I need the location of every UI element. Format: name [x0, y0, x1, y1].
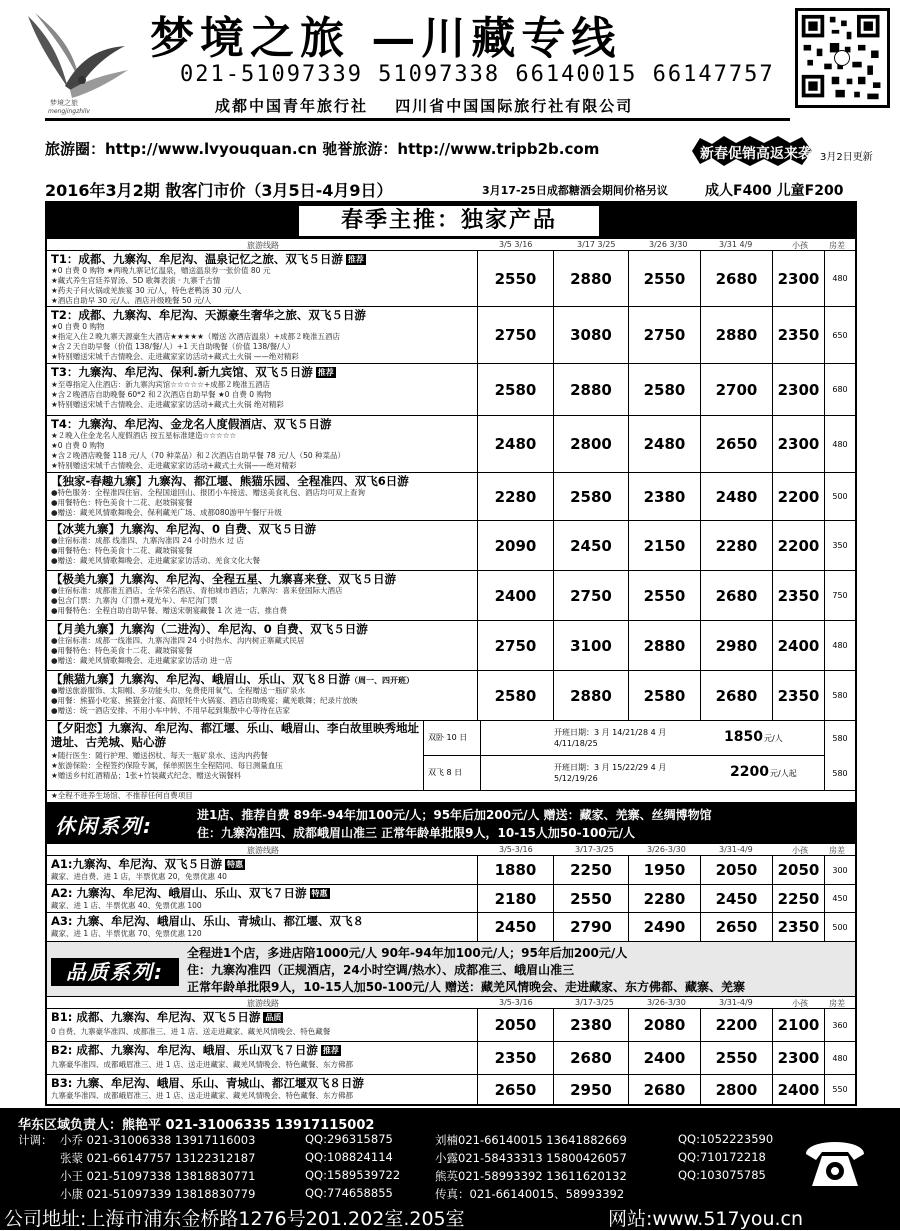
child-price-cell: 2250	[772, 885, 824, 912]
departure-option: 双飞 8 日 开班日期：3 月 15/22/29 4 月 5/12/19/26 2200 元/人起	[423, 756, 824, 791]
col-date-3: 3/26 3/30	[649, 240, 688, 249]
spring-note: ★全程不进养生场馆、不推荐任何自费项目	[51, 791, 193, 800]
quality-banner-title: 品质系列:	[51, 958, 179, 986]
price-cell: 2650	[477, 1075, 553, 1104]
price-cell: 2790	[553, 913, 628, 941]
child-price-cell: 2050	[772, 856, 824, 884]
promo-badge	[690, 134, 814, 168]
route-title: 【冰荚九寨】九寨沟、牟尼沟、0 自费、双飞５日游	[51, 522, 317, 536]
route-desc: ★２晚入住金龙名人度假酒店 按五星标准建造☆☆☆☆☆ ★0 自费 0 购物 ★含２晚酒店晚餐 118 元/人（70 种菜品）和２次酒店自助早餐 78 元/人（50 种菜品） ★特别赠送宋城千古情晚会、走进藏家家访活动+藏式土火锅——绝对精彩	[51, 431, 346, 470]
price-cell: 2580	[553, 473, 628, 520]
single-supp-cell: 480	[824, 416, 855, 472]
quality-banner	[47, 942, 855, 997]
col-single-supp: 房差	[829, 241, 845, 250]
price-cell: 2180	[477, 885, 553, 912]
agency-names: 成都中国青年旅行社 四川省中国国际旅行社有限公司	[215, 97, 634, 115]
price-cell: 2450	[477, 913, 553, 941]
child-price-cell: 2300	[772, 416, 824, 472]
issue-extra-fee: 成人F400 儿童F200	[705, 183, 844, 199]
child-price-cell: 2350	[772, 913, 824, 941]
price-cell: 2550	[553, 885, 628, 912]
route-title: 【月美九寨】九寨沟（二进沟）、牟尼沟、0 自费、双飞５日游	[51, 622, 368, 636]
single-supp-cell: 580	[824, 756, 855, 791]
route-title: 【熊猫九寨】九寨沟、牟尼沟、峨眉山、乐山、双飞８日游（周一、四开班）	[51, 672, 414, 686]
price-cell: 2400	[477, 571, 553, 620]
price-cell: 2750	[477, 307, 553, 363]
price-cell: 2800	[553, 416, 628, 472]
child-price-cell: 2350	[772, 307, 824, 363]
logo-text: 梦境之旅	[50, 99, 78, 107]
single-supp-cell: 500	[824, 473, 855, 520]
price-cell: 2280	[477, 473, 553, 520]
fax-number: 传真：021-66140015、58993392	[435, 1187, 625, 1201]
route-row[interactable]: B1: 成都、九寨沟、牟尼沟、双飞５日游 品质 0 自费、九寨豪华准四、成都准三、进 1 店、送走进藏家、藏羌风情晚会、特色藏餐 2050 2380 2080 2200 2100 360	[47, 1009, 855, 1042]
price-cell: 3080	[553, 307, 628, 363]
update-date: 3月2日更新	[820, 152, 873, 163]
route-row[interactable]	[47, 307, 855, 364]
child-price-cell: 2400	[772, 621, 824, 670]
price-cell: 2580	[628, 671, 700, 720]
price-cell: 2700	[700, 364, 772, 415]
price-cell: 2550	[700, 1042, 772, 1074]
col-route: 旅游线路	[247, 241, 279, 250]
route-title: B1: 成都、九寨沟、牟尼沟、双飞５日游 品质	[51, 1010, 282, 1024]
price-cell: 2050	[700, 856, 772, 884]
route-desc: ●住宿标准：成都 线准四、九寨沟准四 24 小时热水 过 店 ●用餐特色：特色美食十二花、藏坡锅宴餐 ●赠送：藏羌风情歌舞晚会、走进藏家家访活动、羌食文化大餐	[51, 536, 261, 565]
price-cell: 2800	[700, 1075, 772, 1104]
contact-label: 计调：	[18, 1133, 53, 1147]
promo-badge-text: 新春促销高返来袭	[700, 146, 812, 162]
leisure-banner-title: 休闲系列:	[55, 814, 153, 838]
route-title: T4：九寨沟、牟尼沟、金龙名人度假酒店、双飞５日游	[51, 417, 332, 431]
price-cell: 2580	[477, 671, 553, 720]
price-cell: 2380	[553, 1009, 628, 1041]
col-date-4: 3/31 4/9	[719, 240, 753, 249]
price-cell: 2490	[628, 913, 700, 941]
logo-subtext: mengjingzhilv	[48, 108, 90, 115]
child-price-cell: 2300	[772, 364, 824, 415]
price-cell: 2450	[553, 521, 628, 570]
leisure-info-2: 住：九寨沟准四、成都峨眉山准三 正常年龄单批限9人，10-15人加50-100元/人	[197, 826, 636, 840]
price-cell: 2880	[553, 671, 628, 720]
price-cell: 2090	[477, 521, 553, 570]
contact-qq[interactable]: QQ:1589539722	[305, 1168, 401, 1182]
spring-banner-text: 春季主推：独家产品	[299, 206, 599, 236]
single-supp-cell: 450	[824, 885, 855, 912]
single-supp-cell: 350	[824, 521, 855, 570]
route-row[interactable]	[47, 521, 855, 571]
header-divider	[45, 118, 790, 121]
route-title: 【夕阳恋】九寨沟、牟尼沟、都江堰、乐山、峨眉山、李白故里映秀地址遗址、古羌城、贴心游	[51, 721, 419, 749]
price-cell: 2200	[700, 1009, 772, 1041]
price-cell: 2480	[628, 416, 700, 472]
price-cell: 1950	[628, 856, 700, 884]
route-tag: 推荐	[347, 255, 364, 264]
child-price-cell: 2200	[772, 473, 824, 520]
issue-title: 2016年3月2期 散客门市价（3月5日-4月9日）	[45, 181, 393, 200]
page-title: 梦境之旅 —川藏专线	[150, 13, 622, 64]
single-supp-cell: 650	[824, 307, 855, 363]
price-cell: 2150	[628, 521, 700, 570]
price-cell: 2080	[628, 1009, 700, 1041]
route-title: A2: 九寨沟、牟尼沟、峨眉山、乐山、双飞７日游 特惠	[51, 886, 328, 900]
company-address: 公司地址:上海市浦东金桥路1276号201.202室.205室	[4, 1208, 465, 1230]
route-tag: 推荐	[317, 368, 334, 377]
col-date-2: 3/17 3/25	[577, 240, 616, 249]
single-supp-cell: 480	[824, 1042, 855, 1074]
price-cell: 2280	[628, 885, 700, 912]
contact-qq[interactable]: QQ:296315875	[305, 1132, 393, 1146]
quality-info-1: 全程进1个店，多进店陪1000元/人 90年-94年加100元/人；95年后加200元/人	[187, 946, 628, 960]
price-cell: 2980	[700, 621, 772, 670]
price-cell: 2400	[628, 1042, 700, 1074]
price-cell: 2680	[628, 1075, 700, 1104]
price-cell: 2680	[700, 571, 772, 620]
route-row[interactable]: A1:九寨沟、牟尼沟、双飞５日游 特惠 藏家、进自费、进 1 店，半票优惠 20，免票优惠 40 1880 2250 1950 2050 2050 300	[47, 856, 855, 885]
price-cell: 1880	[477, 856, 553, 884]
single-supp-cell: 550	[824, 1075, 855, 1104]
route-desc: ★0 自费 0 购物 ★两晚九寨记忆温泉，赠送温泉券一张价值 80 元 ★藏式养生宫廷养胃汤、5D 歌舞表演 · 九寨千古情 ★药夫子问火锅或羌族宴 30 元/人，特色老鸭汤 30 元/人 ★酒店自助早 30 元/人、酒店升级晚餐 50 元/人	[51, 266, 271, 305]
price-table	[45, 201, 857, 1106]
route-row[interactable]	[47, 621, 855, 671]
price-cell: 2250	[553, 856, 628, 884]
child-price-cell: 2100	[772, 1009, 824, 1041]
col-date-1: 3/5 3/16	[499, 240, 533, 249]
route-row[interactable]: A2: 九寨沟、牟尼沟、峨眉山、乐山、双飞７日游 特惠 藏家、进 1 店、半票优惠 40、免票优惠 100 2180 2550 2280 2450 2250 450	[47, 885, 855, 913]
price-cell: 2880	[553, 251, 628, 306]
qr-code-icon[interactable]	[795, 8, 890, 108]
child-price-cell: 2300	[772, 1042, 824, 1074]
route-row[interactable]	[47, 251, 855, 307]
price-cell: 2680	[700, 671, 772, 720]
price-cell: 2480	[477, 416, 553, 472]
contact-entry[interactable]: 张蒙 021-66147757 13122312187	[60, 1151, 256, 1165]
single-supp-cell: 680	[824, 364, 855, 415]
route-desc: ★至尊指定入住酒店：新九寨沟宾馆☆☆☆☆☆+成都２晚准五酒店 ★含２晚酒店自助晚餐 60*2 和２次酒店自助早餐 ★0 自费 0 购物 ★特别赠送宋城千古情晚会、走进藏家家访活动+藏式土火锅 绝对精彩	[51, 380, 284, 409]
price-cell: 2480	[700, 473, 772, 520]
price-cell: 2680	[553, 1042, 628, 1074]
child-price-cell: 2400	[772, 1075, 824, 1104]
price-cell: 2550	[628, 251, 700, 306]
price-cell: 2050	[477, 1009, 553, 1041]
single-supp-cell: 480	[824, 621, 855, 670]
price-cell: 2680	[700, 251, 772, 306]
single-supp-cell: 500	[824, 913, 855, 941]
price-cell: 2750	[553, 571, 628, 620]
route-desc: ●住宿标准：成都一线准四、九寨沟准四 24 小时热水、沟内树正寨藏式民居 ●用餐特色：特色美食十二花、藏坡锅宴餐 ●赠送：藏羌风情歌舞晚会、走进藏家家访活动 进一店	[51, 636, 305, 665]
quality-column-header: 旅游线路 3/5-3/16 3/17-3/25 3/26-3/30 3/31-4/9 小孩 房差	[47, 997, 855, 1009]
contact-footer	[0, 1108, 900, 1230]
route-title: B2: 成都、九寨沟、牟尼沟、峨眉、乐山双飞７日游 推荐	[51, 1043, 339, 1057]
single-supp-cell: 580	[824, 721, 855, 756]
spring-column-header	[47, 239, 855, 251]
price-cell: 2650	[700, 913, 772, 941]
route-desc: ●特色服务：全程准四住宿、全程国道回山、报团小车接送、赠送美食礼包、酒店均可双上查询 ●用餐特色：特色美食十二花、赵坡锅宴餐 ●赠送：藏羌风情歌舞晚会、保利藏羌广场、成都080游甲午餐厅升级	[51, 488, 366, 517]
route-title: T3：九寨沟、牟尼沟、保利.新九宾馆、双飞５日游 推荐	[51, 365, 334, 379]
departure-option: 双卧 10 日 开班日期：3 月 14/21/28 4 月 4/11/18/25 1850 元/人	[423, 721, 824, 756]
route-title: A3: 九寨、牟尼沟、峨眉山、乐山、青城山、都江堰、双飞８	[51, 914, 365, 928]
regional-manager: 华东区域负责人：熊艳平 021-31006335 13917115002	[18, 1118, 375, 1133]
leisure-info-1: 进1店、推荐自费 89年-94年加100元/人；95年后加200元/人 赠送：藏家、羌寨、丝绸博物馆	[197, 808, 712, 822]
route-row[interactable]	[47, 473, 855, 521]
route-title: A1:九寨沟、牟尼沟、双飞５日游 特惠	[51, 857, 243, 871]
price-cell: 2350	[477, 1042, 553, 1074]
route-desc: ●赠送旅游服饰、太阳帽、多功能头巾、免费使用氧气、全程赠送一瓶矿泉水 ●用餐：熊猫小吃宴、熊猫金汁宴、高原牦牛火锅宴、酒店自助晚宴；藏羌歌舞；纪录片放映 ●赠送：统一酒店安排、不用小车中转、不用早起到集散中心等待在店家	[51, 686, 358, 715]
route-row[interactable]: B3: 九寨、牟尼沟、峨眉、乐山、青城山、都江堰双飞８日游 九寨豪华准四、成都峨眉准三、进 1 店、送走进藏家、藏羌风情晚会、特色藏餐、东方佛都 2650 2950 2680 2800 2400 550	[47, 1075, 855, 1104]
route-title: T2：成都、九寨沟、牟尼沟、天源豪生奢华之旅、双飞５日游	[51, 308, 366, 322]
route-desc: ★随行医生：随行护理、赠送拐杖、每天一瓶矿泉水、送沟内药餐 ★旅游保险：全程签约保险专属，保单照医生全程陪同、每日测量血压 ★赠送乡村红酒精品；1张+竹装藏式纪念、赠送火锅餐料	[51, 751, 283, 780]
quality-info-2: 住：九寨沟准四（正规酒店，24小时空调/热水）、成都准三、峨眉山准三	[187, 963, 575, 977]
single-supp-cell: 580	[824, 671, 855, 720]
route-title: 【独家-春趣九寨】九寨沟、都江堰、熊猫乐园、全程准四、双飞6日游	[51, 474, 409, 488]
route-desc: ●住宿标准：成都准五酒店、全华荣名酒店、青柏城市酒店；九寨沟：喜来登国际大酒店 ●包含门票：九寨沟（门票+观光车）、牟尼沟门票 ●用餐特色：全程自助自助早餐、赠送宋朝宴藏餐 1 次 进一店、推自费	[51, 586, 343, 615]
contact-qq[interactable]: QQ:108824114	[305, 1150, 393, 1164]
price-cell: 3100	[553, 621, 628, 670]
leisure-banner	[47, 802, 855, 844]
single-supp-cell: 360	[824, 1009, 855, 1041]
route-tag: （周一、四开班）	[350, 676, 414, 685]
child-price-cell: 2300	[772, 251, 824, 306]
quality-info-3: 正常年龄单批限9人，10-15人加50-100元/人 赠送：藏羌风情晚会、走进藏家、东方佛都、藏寨、羌寨	[187, 980, 746, 994]
contact-entry[interactable]: 小康 021-51097339 13818830779	[60, 1187, 256, 1201]
price-cell: 2650	[700, 416, 772, 472]
price-cell: 2280	[700, 521, 772, 570]
price-cell: 2880	[700, 307, 772, 363]
contact-qq[interactable]: QQ:103075785	[678, 1168, 766, 1182]
route-title: B3: 九寨、牟尼沟、峨眉、乐山、青城山、都江堰双飞８日游	[51, 1076, 364, 1090]
route-title: T1：成都、九寨沟、牟尼沟、温泉记忆之旅、双飞５日游 推荐	[51, 252, 364, 266]
route-row[interactable]	[47, 364, 855, 416]
child-price-cell: 2350	[772, 571, 824, 620]
price-cell: 2750	[477, 621, 553, 670]
price-cell: 2880	[628, 621, 700, 670]
price-cell: 2380	[628, 473, 700, 520]
single-supp-cell: 750	[824, 571, 855, 620]
website-links[interactable]: 旅游圈：http://www.lvyouquan.cn 驰誉旅游：http://www.tripb2b.com	[45, 140, 600, 158]
phone-numbers: 021-51097339 51097338 66140015 66147757	[180, 62, 775, 87]
route-row[interactable]	[47, 416, 855, 473]
price-cell: 2880	[553, 364, 628, 415]
contact-entry[interactable]: 熊英021-58993392 13611620132	[435, 1169, 627, 1183]
contact-entry[interactable]: 小露021-58433313 15800426057	[435, 1151, 627, 1165]
route-row[interactable]	[47, 671, 855, 721]
leisure-column-header: 旅游线路 3/5-3/16 3/17-3/25 3/26-3/30 3/31-4/9 小孩 房差	[47, 844, 855, 856]
price-cell: 2580	[628, 364, 700, 415]
col-child: 小孩	[792, 241, 808, 250]
single-supp-cell: 300	[824, 856, 855, 884]
contact-qq[interactable]: QQ:774658855	[305, 1186, 393, 1200]
route-row[interactable]: B2: 成都、九寨沟、牟尼沟、峨眉、乐山双飞７日游 推荐 九寨豪华准四、成都峨眉准三、进 1 店、送走进藏家、藏羌风情晚会、特色藏餐、东方佛都 2350 2680 2400 2550 2300 480	[47, 1042, 855, 1075]
price-cell: 2580	[477, 364, 553, 415]
single-supp-cell: 480	[824, 251, 855, 306]
route-row[interactable]: A3: 九寨、牟尼沟、峨眉山、乐山、青城山、都江堰、双飞８ 藏家、进 1 店、半票优惠 70、免票优惠 120 2450 2790 2490 2650 2350 500	[47, 913, 855, 942]
contact-entry[interactable]: 小王 021-51097338 13818830771	[60, 1169, 256, 1183]
route-title: 【极美九寨】九寨沟、牟尼沟、全程五星、九寨喜来登、双飞５日游	[51, 572, 396, 586]
route-row[interactable]	[47, 571, 855, 621]
child-price-cell: 2200	[772, 521, 824, 570]
issue-note: 3月17-25日成都糖酒会期间价格另议	[482, 184, 668, 197]
contact-qq[interactable]: QQ:710172218	[678, 1150, 766, 1164]
child-price-cell: 2350	[772, 671, 824, 720]
website-link[interactable]: 网站:www.517you.cn	[608, 1208, 804, 1230]
contact-entry[interactable]: 小乔 021-31006338 13917116003	[60, 1133, 256, 1147]
price-cell: 2450	[700, 885, 772, 912]
price-cell: 2550	[477, 251, 553, 306]
price-cell: 2750	[628, 307, 700, 363]
route-desc: ★0 自费 0 购物 ★指定入住２晚九寨天源豪生大酒店★★★★★（赠送 次酒店温泉）+成都２晚准五酒店 ★含２天自助早餐（价值 138/餐/人）+1 天自助晚餐（价值 138/餐/人） ★特别赠送宋城千古情晚会、走进藏家家访活动+藏式土火锅 ——绝对精彩	[51, 322, 341, 361]
contact-qq[interactable]: QQ:1052223590	[678, 1132, 774, 1146]
telephone-icon	[800, 1128, 870, 1198]
price-cell: 2950	[553, 1075, 628, 1104]
contact-entry[interactable]: 刘楠021-66140015 13641882669	[435, 1133, 627, 1147]
spring-banner	[47, 203, 855, 239]
price-cell: 2550	[628, 571, 700, 620]
route-row[interactable]	[47, 721, 855, 791]
